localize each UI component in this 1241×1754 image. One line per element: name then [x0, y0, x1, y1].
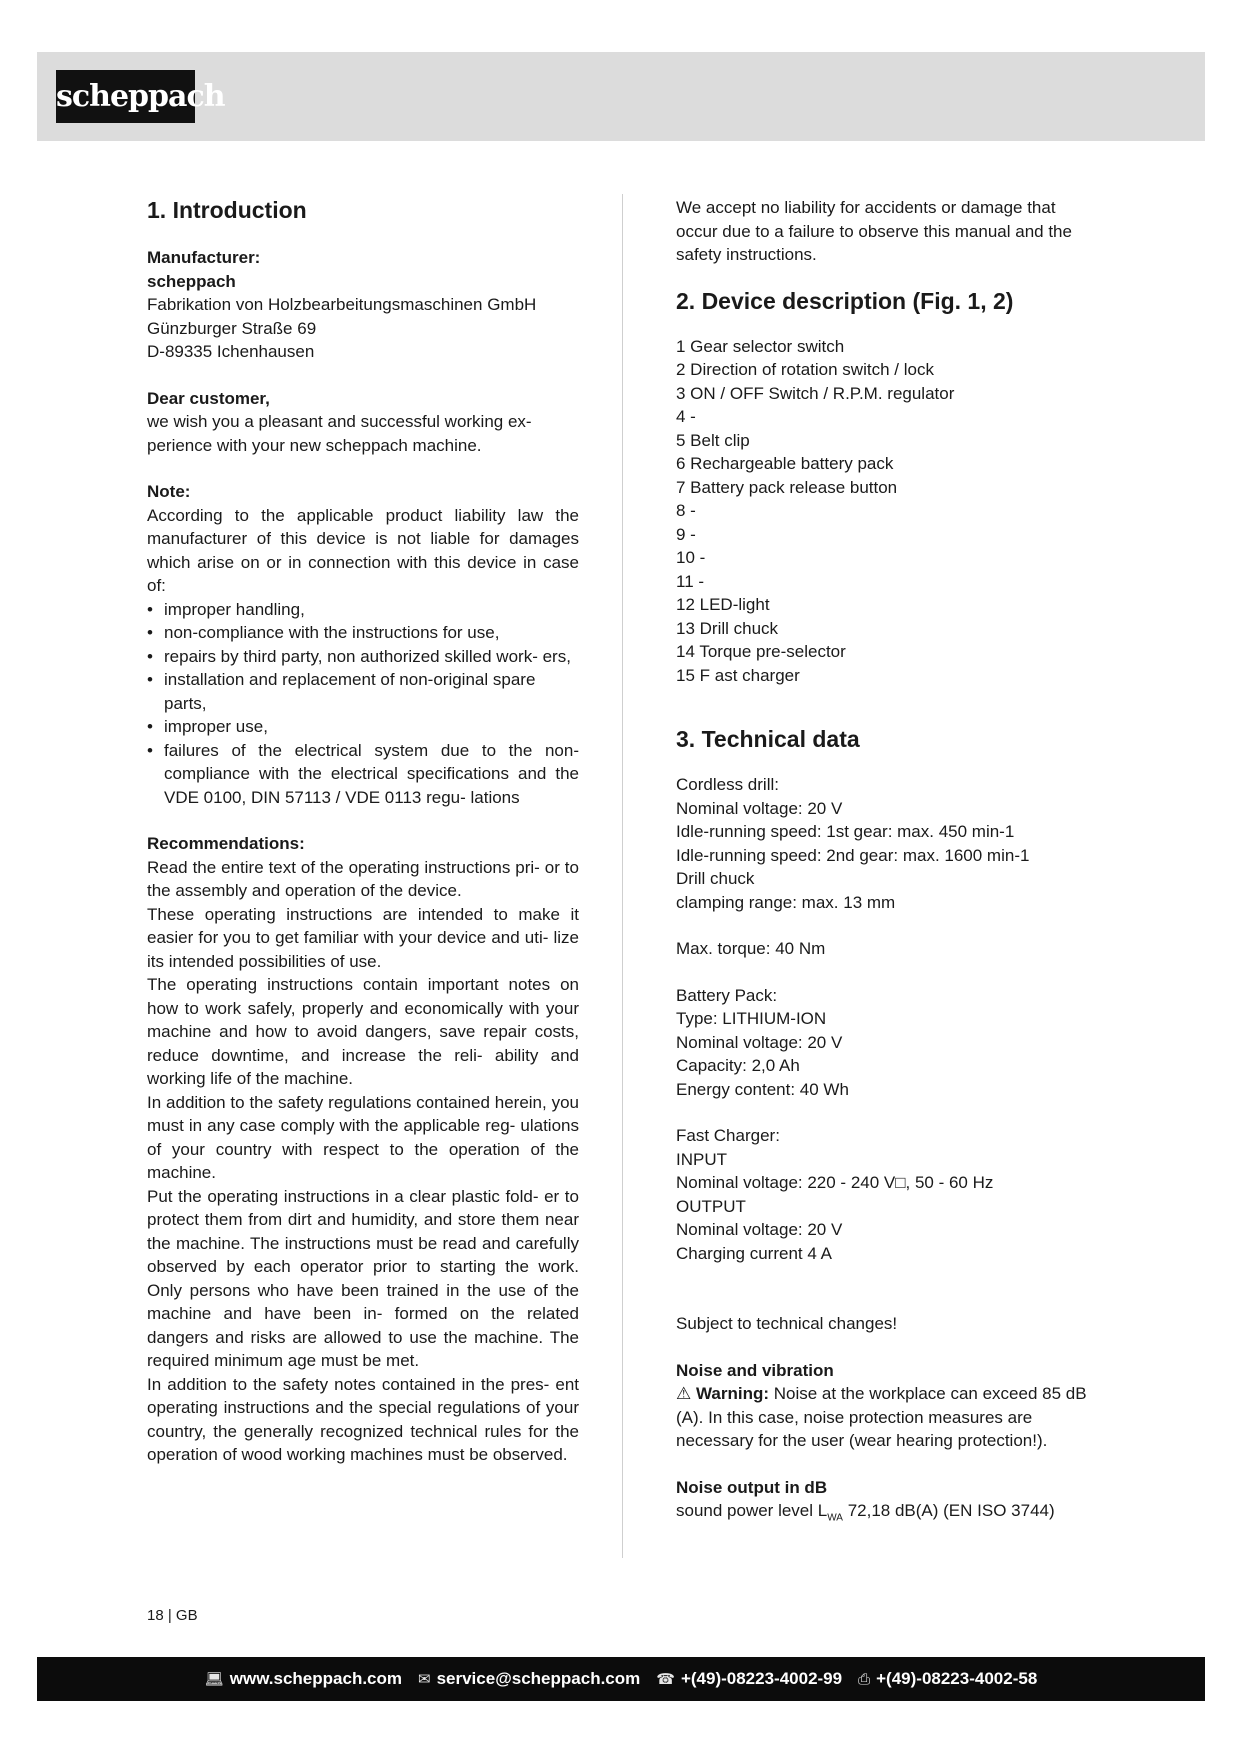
dear-text: we wish you a pleasant and successful working ex- — [147, 412, 532, 431]
address-line: Fabrikation von Holzbearbeitungsmaschinen GmbH — [147, 295, 537, 314]
list-item: • improper handling, — [147, 598, 579, 622]
charger-spec: Fast Charger: — [676, 1126, 780, 1145]
charger-spec: INPUT — [676, 1149, 727, 1169]
torque-spec: Max. torque: 40 Nm — [676, 939, 826, 958]
device-item: 3 ON / OFF Switch / R.P.M. regulator — [676, 383, 955, 403]
battery-spec: Battery Pack: — [676, 985, 778, 1005]
footer-email-link[interactable]: service@scheppach.com — [436, 1669, 641, 1688]
phone-icon: ☎︎ — [656, 1671, 675, 1688]
charger-spec: Nominal voltage: 20 V — [676, 1220, 843, 1239]
drill-spec: Idle-running speed: 2nd gear: max. 1600 min-1 — [676, 845, 1030, 865]
warning-text: Noise at the workplace can exceed 85 dB (A). In this case, noise protection measures are necessary for the user (wear hearing protection!). — [676, 1384, 1087, 1450]
dear-text: perience with your new scheppach machine. — [147, 435, 482, 455]
footer-bar — [37, 1657, 1205, 1701]
charger-spec: Nominal voltage: 220 - 240 V□, 50 - 60 Hz — [676, 1173, 994, 1192]
manufacturer-label: Manufacturer: — [147, 248, 261, 267]
column-divider — [622, 194, 623, 1558]
dear-label: Dear customer, — [147, 388, 270, 408]
device-item: 2 Direction of rotation switch / lock — [676, 360, 934, 379]
sound-power-level — [676, 1499, 1096, 1530]
drill-spec: Idle-running speed: 1st gear: max. 450 min-1 — [676, 822, 1015, 841]
battery-spec: Capacity: 2,0 Ah — [676, 1056, 800, 1075]
device-item: 14 Torque pre-selector — [676, 642, 846, 661]
address-line: Günzburger Straße 69 — [147, 318, 317, 338]
intro-title: 1. Introduction — [147, 197, 307, 223]
warning-label: Warning: — [695, 1384, 770, 1403]
device-item: 13 Drill chuck — [676, 618, 779, 638]
list-item: • failures of the electrical system due to the non-compliance with the electrical specifications and the VDE 0100, DIN 57113 / VDE 0113 regu- lations — [147, 739, 579, 810]
device-item: 1 Gear selector switch — [676, 336, 845, 356]
noise-title: Noise and vibration — [676, 1360, 834, 1380]
recommendation-paragraph: In addition to the safety regulations contained herein, you must in any case comply with the applicable reg- ulations of your country with respect to the operation of the machine. — [147, 1092, 579, 1182]
sound-subscript: WA — [827, 1512, 843, 1524]
noise-output-title: Noise output in dB — [676, 1477, 828, 1497]
device-item: 4 - — [676, 407, 696, 426]
battery-spec: Energy content: 40 Wh — [676, 1079, 849, 1099]
left-column — [147, 196, 579, 1467]
warning-paragraph — [676, 1382, 1096, 1453]
note-label: Note: — [147, 482, 191, 501]
liability-text: We accept no liability for accidents or damage that occur due to a failure to observe this manual and the safety instructions. — [676, 198, 1072, 264]
list-item: • repairs by third party, non authorized skilled work- ers, — [147, 645, 579, 669]
drill-spec: clamping range: max. 13 mm — [676, 892, 896, 912]
recommendation-paragraph: These operating instructions are intended to make it easier for you to get familiar with your device and uti- lize its intended possibilities of use. — [147, 904, 579, 971]
footer-phone: +(49)-08223-4002-99 — [680, 1669, 843, 1688]
brand-logo: scheppach — [56, 70, 195, 123]
device-item: 11 - — [676, 571, 705, 591]
drill-spec: Drill chuck — [676, 869, 755, 888]
fax-icon: ⎙︎ — [858, 1670, 871, 1688]
warning-icon: ⚠ — [676, 1384, 692, 1403]
recommendation-paragraph: In addition to the safety notes contained in the pres- ent operating instructions and the special regulations of your country, the generally recognized technical rules for the operation of wood working machines must be observed. — [147, 1374, 579, 1464]
envelope-icon: ✉︎ — [418, 1671, 431, 1688]
sound-value: 72,18 dB(A) (EN ISO 3744) — [847, 1501, 1055, 1520]
device-item: 8 - — [676, 501, 696, 520]
recommendations-label: Recommendations: — [147, 834, 305, 853]
drill-spec: Nominal voltage: 20 V — [676, 798, 843, 818]
footer-fax: +(49)-08223-4002-58 — [876, 1669, 1038, 1688]
note-list — [147, 598, 579, 810]
battery-spec: Nominal voltage: 20 V — [676, 1032, 843, 1052]
address-line: D-89335 Ichenhausen — [147, 342, 315, 361]
technical-data-title: 3. Technical data — [676, 726, 860, 752]
note-text: According to the applicable product liability law the manufacturer of this device is not liable for damages which arise on or in connection with this device in case of: — [147, 505, 579, 595]
list-item: • non-compliance with the instructions for use, — [147, 621, 579, 645]
sound-prefix: sound power level L — [676, 1501, 828, 1520]
page-number: 18 | GB — [147, 1607, 198, 1624]
device-item: 6 Rechargeable battery pack — [676, 454, 894, 473]
laptop-icon: 💻︎ — [204, 1671, 224, 1688]
recommendation-paragraph: Put the operating instructions in a clear plastic fold- er to protect them from dirt and humidity, and store them near the machine. The instructions must be read and carefully observed by each operator prior to starting the work. Only persons who have been trained in the use of the machine and have been in- formed on the related dangers and risks are allowed to use the machine. The required minimum age must be met. — [147, 1186, 579, 1370]
device-item: 10 - — [676, 548, 706, 567]
device-item: 12 LED-light — [676, 595, 770, 614]
footer-website-link[interactable]: www.scheppach.com — [229, 1669, 402, 1688]
device-item: 9 - — [676, 524, 696, 544]
technical-changes-note: Subject to technical changes! — [676, 1314, 898, 1333]
device-item: 5 Belt clip — [676, 430, 750, 450]
battery-spec: Type: LITHIUM-ION — [676, 1009, 827, 1028]
device-item: 15 F ast charger — [676, 665, 800, 685]
device-item: 7 Battery pack release button — [676, 477, 898, 497]
charger-spec: OUTPUT — [676, 1196, 746, 1216]
manufacturer-name: scheppach — [147, 271, 236, 291]
device-description-title: 2. Device description (Fig. 1, 2) — [676, 287, 1014, 314]
right-column — [676, 196, 1096, 1530]
recommendation-paragraph: Read the entire text of the operating instructions pri- or to the assembly and operation of the device. — [147, 857, 579, 900]
recommendation-paragraph: The operating instructions contain important notes on how to work safely, properly and economically with your machine and how to avoid dangers, save repair costs, reduce downtime, and increase the reli- ability and working life of the machine. — [147, 975, 579, 1088]
list-item: • installation and replacement of non-original spare parts, — [147, 668, 579, 715]
drill-spec: Cordless drill: — [676, 775, 779, 794]
charger-spec: Charging current 4 A — [676, 1243, 832, 1263]
list-item: • improper use, — [147, 715, 579, 739]
